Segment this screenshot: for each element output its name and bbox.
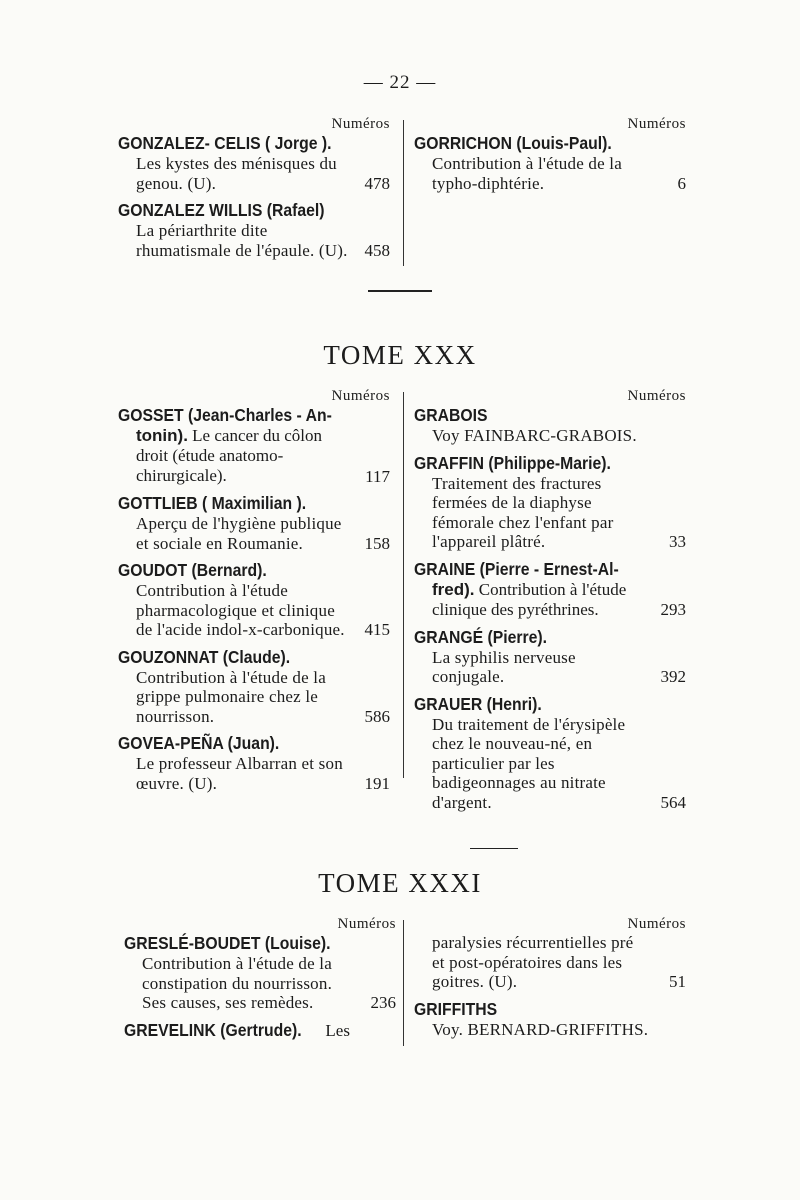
entry-text: Contribution à l'étude pharmacologique et clinique de l'acide indol-x-carbonique. — [136, 581, 345, 639]
entry-name: GONZALEZ WILLIS (Rafael) — [118, 200, 325, 220]
tome-xxxi-section — [118, 916, 690, 1046]
left-column — [118, 388, 390, 800]
entry-name: GRIFFITHS — [414, 998, 498, 1019]
entry-text — [118, 426, 390, 486]
entry-text: Traitement des fractures fermées de la diaphyse fémorale chez l'enfant par l'appareil plâtré. — [432, 473, 614, 551]
entry-number: 117 — [365, 466, 390, 486]
entry-name-continued: tonin). — [136, 426, 188, 445]
index-entry — [118, 493, 390, 553]
entry-text: Contribution à l'étude de la typho-diphtérie. — [432, 154, 622, 193]
entry-name: GRAUER (Henri). — [414, 693, 542, 714]
entry-name: GOUZONNAT (Claude). — [118, 646, 291, 667]
entry-name: GRABOIS — [414, 405, 488, 425]
entry-number: 458 — [364, 240, 390, 260]
numeros-header: Numéros — [331, 116, 390, 132]
entry-number: 51 — [669, 972, 686, 991]
entry-number: 293 — [660, 600, 686, 619]
index-entry — [414, 405, 686, 446]
entry-text: Le professeur Albarran et son œuvre. (U). — [136, 754, 343, 793]
entry-text: Contribution à l'étude de la grippe pulmonaire chez le nourrisson. — [136, 667, 326, 726]
entry-name: GOVEA-PEÑA (Juan). — [118, 733, 280, 753]
entry-text: Voy. BERNARD-GRIFFITHS. — [432, 1019, 649, 1039]
index-entry — [118, 647, 390, 727]
entry-number: 415 — [364, 620, 390, 639]
numeros-header: Numéros — [627, 388, 686, 404]
right-column — [414, 388, 686, 819]
entry-name: GREVELINK (Gertrude). — [124, 1019, 302, 1040]
entry-text: Aperçu de l'hygiène publique et sociale en Roumanie. — [136, 514, 342, 553]
entry-text: La syphilis nerveuse conjugale. — [432, 647, 576, 686]
entry-text: Les kystes des ménisques du genou. (U). — [136, 154, 337, 193]
index-entry — [414, 627, 686, 687]
right-column — [414, 116, 686, 200]
index-entry — [414, 453, 686, 552]
numeros-header: Numéros — [337, 916, 396, 932]
entry-text: paralysies récurrentielles pré et post-opératoires dans les goitres. (U). — [432, 933, 634, 991]
index-entry — [118, 405, 390, 486]
entry-text: Les — [325, 1020, 350, 1040]
numeros-header: Numéros — [331, 388, 390, 404]
index-entry — [414, 694, 686, 813]
index-entry — [124, 933, 396, 1013]
column-divider — [403, 392, 404, 778]
tome-xxx-section — [118, 388, 690, 812]
entry-name-continued: fred). — [432, 579, 475, 599]
entry-text — [414, 580, 686, 620]
entry-number: 478 — [364, 173, 390, 193]
index-entry-continued — [414, 933, 686, 992]
index-entry — [414, 559, 686, 620]
entry-text: Voy FAINBARC-GRABOIS. — [432, 426, 637, 445]
left-column — [118, 116, 390, 267]
entry-name: GRESLÉ-BOUDET (Louise). — [124, 933, 331, 953]
entry-name: GRAFFIN (Philippe-Marie). — [414, 452, 611, 473]
entry-number: 236 — [370, 993, 396, 1012]
tome-xxx-title: TOME XXX — [323, 340, 477, 370]
entry-number: 158 — [364, 533, 390, 553]
entry-name: GOSSET (Jean-Charles - An- — [118, 405, 332, 425]
entry-text: Du traitement de l'érysipèle chez le nouveau-né, en particulier par les badigeonnages au nitrate d'argent. — [432, 714, 626, 812]
column-divider — [403, 120, 404, 266]
entry-number: 564 — [660, 792, 686, 812]
entry-name: GORRICHON (Louis-Paul). — [414, 133, 612, 153]
entry-number: 586 — [364, 706, 390, 726]
section-rule — [368, 290, 432, 292]
index-entry — [118, 733, 390, 793]
index-entry — [118, 133, 390, 193]
right-column — [414, 916, 686, 1046]
entry-number: 6 — [677, 173, 686, 193]
index-entry — [118, 200, 390, 260]
entry-text-body: Le cancer du côlon droit (étude anatomo-chirurgicale). — [136, 426, 322, 485]
index-entry — [414, 133, 686, 193]
entry-number: 33 — [669, 532, 686, 551]
entry-number: 392 — [660, 667, 686, 686]
entry-text-body: Contribution à l'étude clinique des pyréthrines. — [432, 579, 627, 619]
entry-name: GRANGÉ (Pierre). — [414, 626, 548, 647]
top-index-section — [118, 116, 690, 266]
index-entry — [124, 1020, 396, 1041]
section-rule — [470, 848, 518, 849]
index-entry — [414, 999, 686, 1040]
entry-name: GOUDOT (Bernard). — [118, 560, 267, 580]
tome-xxxi-title: TOME XXXI — [318, 868, 482, 898]
numeros-header: Numéros — [627, 116, 686, 132]
column-divider — [403, 920, 404, 1046]
entry-text: La périarthrite dite rhumatismale de l'épaule. (U). — [136, 221, 348, 260]
entry-name: GRAINE (Pierre - Ernest-Al- — [414, 558, 619, 579]
entry-number: 191 — [364, 773, 390, 793]
page-number: — 22 — — [363, 72, 437, 93]
index-entry — [118, 560, 390, 640]
left-column — [124, 916, 396, 1048]
numeros-header: Numéros — [627, 916, 686, 932]
entry-text: Contribution à l'étude de la constipation du nourrisson. Ses causes, ses remèdes. — [142, 954, 333, 1012]
entry-name: GONZALEZ- CELIS ( Jorge ). — [118, 133, 332, 153]
entry-name: GOTTLIEB ( Maximilian ). — [118, 493, 307, 513]
